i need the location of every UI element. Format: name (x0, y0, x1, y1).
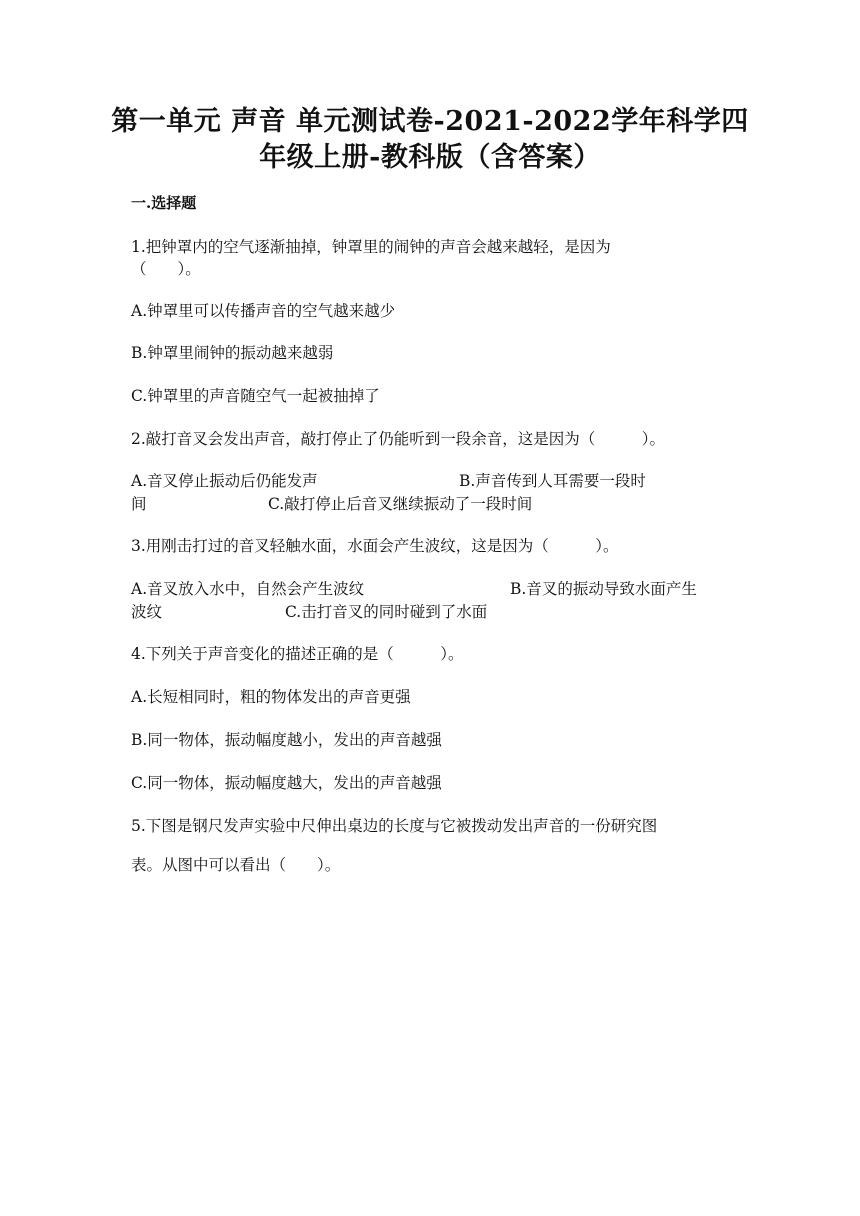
question-5-stem-line-1: 5.下图是钢尺发声实验中尺伸出桌边的长度与它被拨动发出声音的一份研究图 (131, 817, 658, 835)
question-4-option-b: B.同一物体，振动幅度越小，发出的声音越强 (131, 731, 442, 749)
document-title-line-2: 年级上册-教科版（含答案） (259, 142, 601, 173)
question-5-stem-line-2: 表。从图中可以看出（ ）。 (131, 856, 341, 874)
question-2-option-a: A.音叉停止振动后仍能发声 (131, 472, 318, 490)
question-3-stem: 3.用刚击打过的音叉轻触水面，水面会产生波纹，这是因为（ ）。 (131, 537, 619, 555)
question-3-option-b: B.音叉的振动导致水面产生 (510, 580, 697, 598)
question-1-option-b: B.钟罩里闹钟的振动越来越弱 (131, 344, 334, 362)
question-3-option-c: C.击打音叉的同时碰到了水面 (285, 603, 488, 621)
question-1-stem-line-2: （ ）。 (131, 260, 201, 278)
question-4-stem: 4.下列关于声音变化的描述正确的是（ ）。 (131, 645, 464, 663)
question-3-option-a: A.音叉放入水中，自然会产生波纹 (131, 580, 365, 598)
question-2-option-c: C.敲打停止后音叉继续振动了一段时间 (268, 495, 533, 513)
question-2-option-b-continued: 间 (131, 495, 147, 513)
question-2-stem: 2.敲打音叉会发出声音，敲打停止了仍能听到一段余音，这是因为（ ）。 (131, 430, 666, 448)
question-1-option-c: C.钟罩里的声音随空气一起被抽掉了 (131, 387, 380, 405)
question-1-stem-line-1: 1.把钟罩内的空气逐渐抽掉，钟罩里的闹钟的声音会越来越轻，是因为 (131, 238, 611, 256)
question-3-option-b-continued: 波纹 (131, 603, 163, 621)
section-heading: 一.选择题 (131, 194, 197, 212)
question-4-option-a: A.长短相同时，粗的物体发出的声音更强 (131, 688, 411, 706)
document-title-line-1: 第一单元 声音 单元测试卷-2021-2022学年科学四 (111, 106, 749, 137)
question-1-option-a: A.钟罩里可以传播声音的空气越来越少 (131, 302, 396, 320)
question-2-option-b: B.声音传到人耳需要一段时 (459, 472, 646, 490)
question-4-option-c: C.同一物体，振动幅度越大，发出的声音越强 (131, 774, 442, 792)
